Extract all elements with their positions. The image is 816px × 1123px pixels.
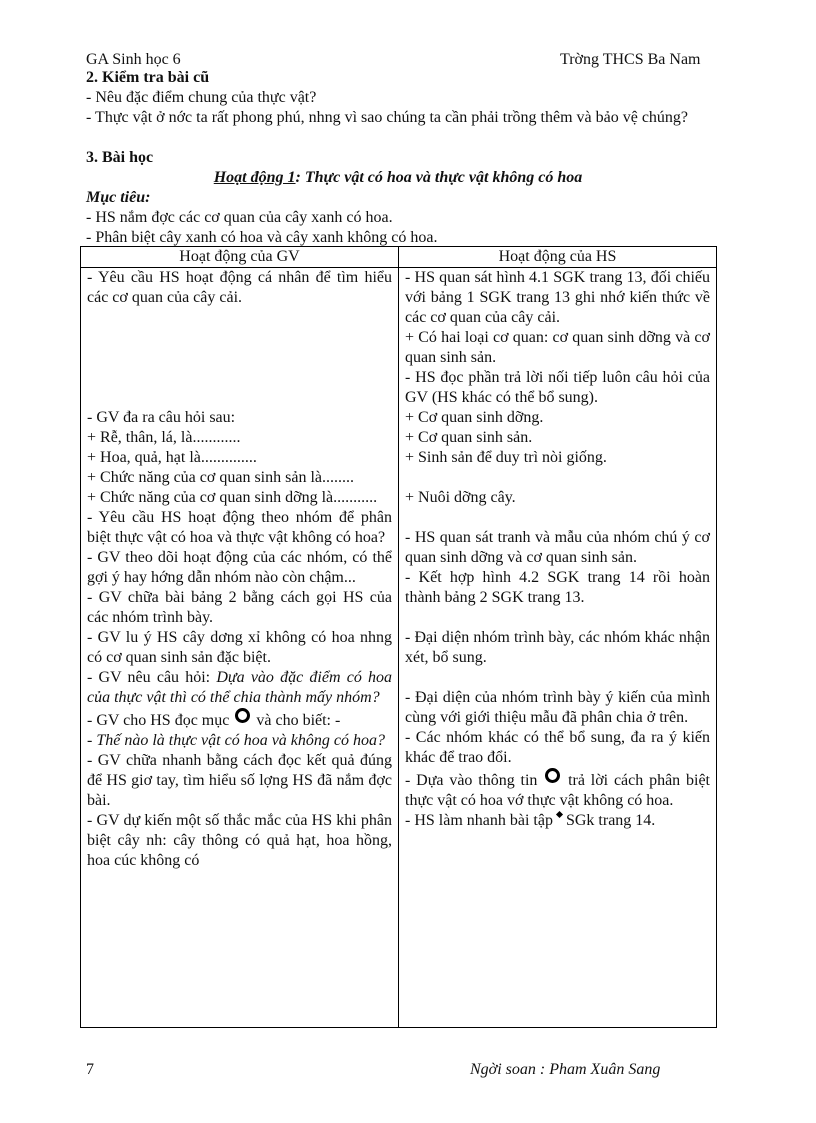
info-circle-icon	[235, 708, 250, 723]
activity-label: Hoạt động 1	[213, 169, 296, 186]
column-header-hs: Hoạt động của HS	[399, 247, 717, 268]
gv-item: + Chức năng của cơ quan sinh dỡng là...........	[87, 489, 378, 506]
gv-item: + Chức năng của cơ quan sinh sản là........	[87, 469, 354, 486]
column-header-gv: Hoạt động của GV	[81, 247, 399, 268]
gv-item: - GV dự kiến một số thắc mắc của HS khi phân biệt cây nh: cây thông có quả hạt, hoa hồng, hoa cúc không có	[87, 812, 392, 869]
info-circle-icon	[545, 768, 560, 783]
activity-title: : Thực vật có hoa và thực vật không có hoa	[295, 169, 583, 186]
hs-item: - Đại diện nhóm trình bày, các nhóm khác nhận xét, bổ sung.	[405, 629, 710, 666]
hs-item: - HS quan sát hình 4.1 SGK trang 13, đối chiếu với bảng 1 SGK trang 13 ghi nhớ kiến thức về các cơ quan của cây cải.	[405, 269, 710, 326]
gv-question-label: - GV nêu câu hỏi:	[87, 669, 211, 686]
section-2-title: 2. Kiểm tra bài cũ	[86, 69, 210, 86]
gv-item: - Thế nào là thực vật có hoa và không có hoa?	[87, 732, 385, 749]
hs-activities-cell	[399, 268, 717, 1028]
hs-item: + Sinh sản để duy trì nòi giống.	[405, 449, 607, 466]
hs-item: - HS đọc phần trả lời nối tiếp luôn câu hỏi của GV (HS khác có thể bổ sung).	[405, 369, 710, 406]
gv-item: + Hoa, quả, hạt là..............	[87, 449, 257, 466]
section-2-line-2: - Thực vật ở nớc ta rất phong phú, nhng vì sao chúng ta cần phải trồng thêm và bảo vệ chúng?	[86, 109, 689, 126]
gv-item: - GV theo dõi hoạt động của các nhóm, có thể gợi ý hay hớng dẫn nhóm nào còn chậm...	[87, 549, 392, 586]
hs-item: - Các nhóm khác có thể bổ sung, đa ra ý kiến khác để trao đổi.	[405, 729, 710, 766]
hs-item: - Kết hợp hình 4.2 SGK trang 14 rồi hoàn thành bảng 2 SGK trang 13.	[405, 569, 710, 606]
hs-item: + Cơ quan sinh sản.	[405, 429, 533, 446]
hs-item: - HS làm nhanh bài tập SGk trang 14.	[405, 812, 656, 829]
header-subject: GA Sinh học 6	[86, 51, 181, 68]
hs-item: + Có hai loại cơ quan: cơ quan sinh dỡng và cơ quan sinh sản.	[405, 329, 710, 366]
header-school: Trờng THCS Ba Nam	[560, 51, 701, 68]
section-3-title: 3. Bài học	[86, 149, 154, 166]
gv-item	[87, 668, 392, 708]
gv-question: Dựa vào đặc điểm có hoa của thực vật thì có thể chia thành mấy nhóm?	[87, 669, 393, 706]
gv-item: - GV đa ra câu hỏi sau:	[87, 409, 236, 426]
gv-activities-cell	[81, 268, 399, 1028]
gv-item: - GV cho HS đọc mục và cho biết: -	[87, 708, 392, 731]
objective-1: - HS nắm đợc các cơ quan của cây xanh có hoa.	[86, 209, 393, 226]
gv-item: - GV lu ý HS cây dơng xỉ không có hoa nhng có cơ quan sinh sản đặc biệt.	[87, 629, 392, 666]
hs-item: - Dựa vào thông tin trả lời cách phân biệt thực vật có hoa vớ thực vật không có hoa.	[405, 768, 710, 811]
activity-heading	[80, 168, 716, 188]
page-number: 7	[86, 1061, 94, 1078]
gv-item: - Yêu cầu HS hoạt động theo nhóm để phân biệt thực vật có hoa và thực vật không có hoa?	[87, 509, 392, 546]
objective-2: - Phân biệt cây xanh có hoa và cây xanh không có hoa.	[86, 229, 438, 246]
gv-item: - GV chữa bài bảng 2 bằng cách gọi HS của các nhóm trình bày.	[87, 589, 392, 626]
gv-item: + Rễ, thân, lá, là............	[87, 429, 241, 446]
objective-label: Mục tiêu:	[86, 189, 151, 206]
gv-item: - Yêu cầu HS hoạt động cá nhân để tìm hiểu các cơ quan của cây cải.	[87, 269, 392, 306]
bullet-diamond-icon	[556, 811, 563, 818]
hs-item: - Đại diện của nhóm trình bày ý kiến của mình cùng với giới thiệu mẫu đã phân chia ở trên.	[405, 689, 710, 726]
hs-item: + Nuôi dỡng cây.	[405, 489, 516, 506]
section-2-line-1: - Nêu đặc điểm chung của thực vật?	[86, 89, 317, 106]
activity-table	[80, 246, 717, 1028]
hs-item: + Cơ quan sinh dỡng.	[405, 409, 544, 426]
hs-item: - HS quan sát tranh và mẫu của nhóm chú ý cơ quan sinh dỡng và cơ quan sinh sản.	[405, 529, 710, 566]
author-credit: Ngời soan : Pham Xuân Sang	[470, 1061, 661, 1078]
gv-item: - GV chữa nhanh bằng cách đọc kết quả đúng để HS giơ tay, tìm hiểu số lợng HS đã nắm đợc bài.	[87, 752, 392, 809]
